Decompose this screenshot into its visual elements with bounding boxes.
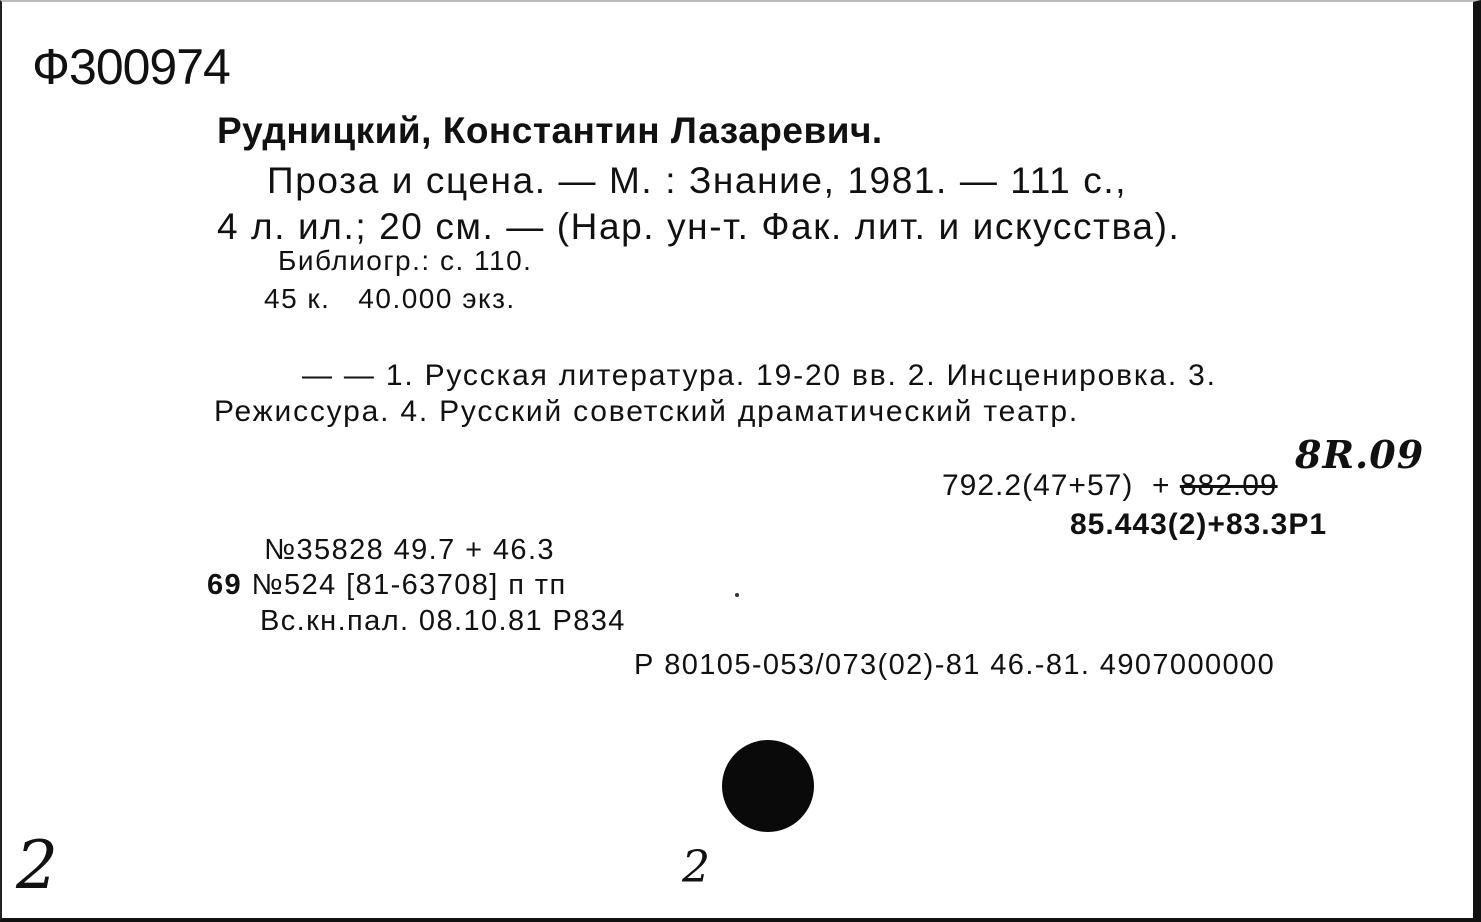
classification-1 [942,469,1278,503]
author-heading: Рудницкий, Константин Лазаревич. [217,110,883,151]
price-copies [264,283,516,315]
title-line-1: Проза и сцена. — М. : Знание, 1981. — 111 с., [267,160,1128,201]
copies: 40.000 экз. [358,283,516,314]
bibliography-note: Библиогр.: с. 110. [278,245,533,276]
book-chamber-line: Вс.кн.пал. 08.10.81 Р834 [260,605,626,637]
subjects-line-1: — — 1. Русская литература. 19-20 вв. 2. Инсценировка. 3. [302,359,1217,392]
classification-2: 85.443(2)+83.3Р1 [1070,508,1328,541]
handwritten-mark-center: 2 [682,842,710,893]
title-line-2: 4 л. ил.; 20 см. — (Нар. ун-т. Фак. лит. и искусства). [217,206,1181,247]
series-prefix: 69 [207,569,243,601]
handwritten-classification: 8R.09 [1295,432,1425,477]
punch-hole [722,740,814,832]
subjects-line-2: Режиссура. 4. Русский советский драматический театр. [214,395,1080,428]
series-line [207,569,567,602]
handwritten-mark-left: 2 [16,827,58,904]
record-number: №35828 49.7 + 46.3 [264,534,555,566]
call-number: Ф300974 [32,39,230,95]
series-number: №524 [81-63708] п тп [251,569,567,601]
classification-1-struck: 882.09 [1179,469,1278,502]
index-code-line: Р 80105-053/073(02)-81 46.-81. 4907000000 [634,649,1276,681]
stray-dot [735,593,739,597]
classification-1-main: 792.2(47+57) + [942,469,1180,502]
price: 45 к. [264,283,331,314]
